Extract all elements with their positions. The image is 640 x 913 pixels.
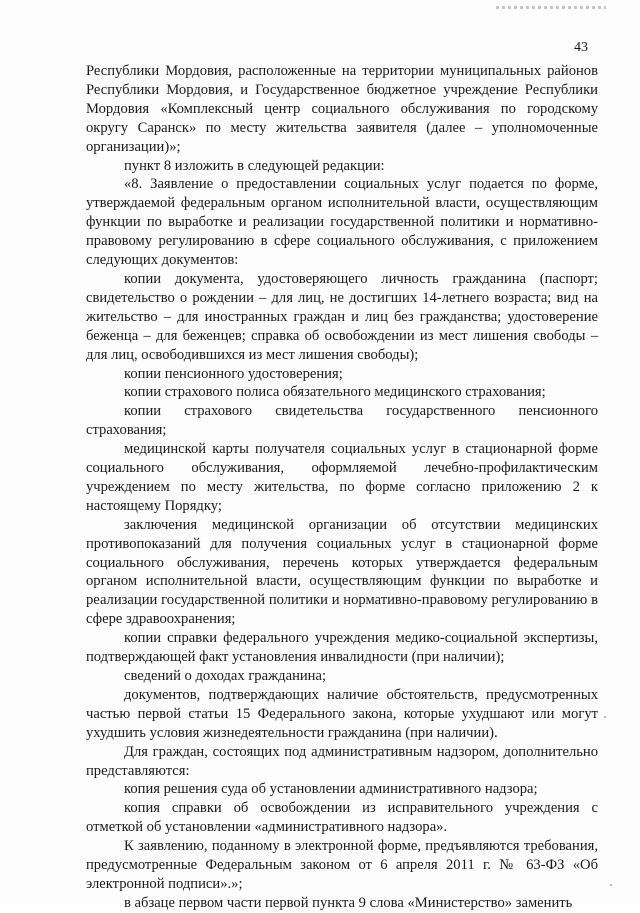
paragraph: документов, подтверждающих наличие обстоятельств, предусмотренных частью первой статьи 15 Федерального закона, которые ухудшают или могут ухудшить условия жизнедеятельности гражданина (при наличии).	[86, 686, 598, 741]
document-body	[86, 62, 598, 913]
paragraph: Республики Мордовия, расположенные на территории муниципальных районов Республики Мордовия, и Государственное бюджетное учреждение Республики Мордовия «Комплексный центр социального обслуживания по городскому округу Саранск» по месту жительства заявителя (далее – уполномоченные организации)»;	[86, 63, 598, 155]
scan-artifact	[496, 6, 606, 9]
paragraph: копия решения суда об установлении административного надзора;	[124, 781, 538, 798]
paragraph: К заявлению, поданному в электронной форме, предъявляются требования, предусмотренные Федеральным законом от 6 апреля 2011 г. № 63-ФЗ «Об электронной подписи».»;	[86, 838, 598, 892]
paragraph: копия справки об освобождении из исправительного учреждения с отметкой об установлении «административного надзора».	[86, 800, 598, 836]
paragraph: сведений о доходах гражданина;	[124, 668, 327, 684]
page-number: 43	[574, 40, 588, 55]
paragraph: в абзаце первом части первой пункта 9 слова «Министерство» заменить	[124, 894, 573, 911]
paragraph: Для граждан, состоящих под административным надзором, дополнительно представляются:	[86, 743, 598, 779]
paragraph: пункт 8 изложить в следующей редакции:	[124, 157, 385, 174]
paragraph: заключения медицинской организации об отсутствии медицинских противопоказаний для получения социальных услуг в стационарной форме социального обслуживания, перечень которых утверждается федеральным органом исполнительной власти, осуществляющим функции по выработке и реализации государственной политики и нормативно-правовому регулированию в сфере здравоохранения;	[86, 516, 598, 628]
paragraph: копии документа, удостоверяющего личность гражданина (паспорт; свидетельство о рождении – для лиц, не достигших 14-летнего возраста; вид на жительство – для иностранных граждан и лиц без гражданства; удостоверение беженца – для беженцев; справка об освобождении из мест лишения свободы – для лиц, освободившихся из мест лишения свободы);	[86, 270, 598, 363]
paragraph: копии пенсионного удостоверения;	[124, 365, 343, 382]
paragraph: «8. Заявление о предоставлении социальных услуг подается по форме, утверждаемой федеральным органом исполнительной власти, осуществляющим функции по выработке и реализации государственной политики и нормативно-правовому регулированию в сфере социального обслуживания, с приложением следующих документов:	[86, 176, 598, 269]
paragraph: медицинской карты получателя социальных услуг в стационарной форме социального обслуживания, оформляемой лечебно-профилактическим учреждением по месту жительства, по форме согласно приложению 2 к настоящему Порядку;	[86, 441, 598, 514]
scan-speck	[604, 716, 606, 718]
scan-speck	[610, 884, 612, 886]
paragraph: копии страхового свидетельства государственного пенсионного страхования;	[86, 403, 598, 439]
paragraph: копии справки федерального учреждения медико-социальной экспертизы, подтверждающей факт установления инвалидности (при наличии);	[86, 630, 598, 666]
paragraph: копии страхового полиса обязательного медицинского страхования;	[124, 384, 546, 401]
